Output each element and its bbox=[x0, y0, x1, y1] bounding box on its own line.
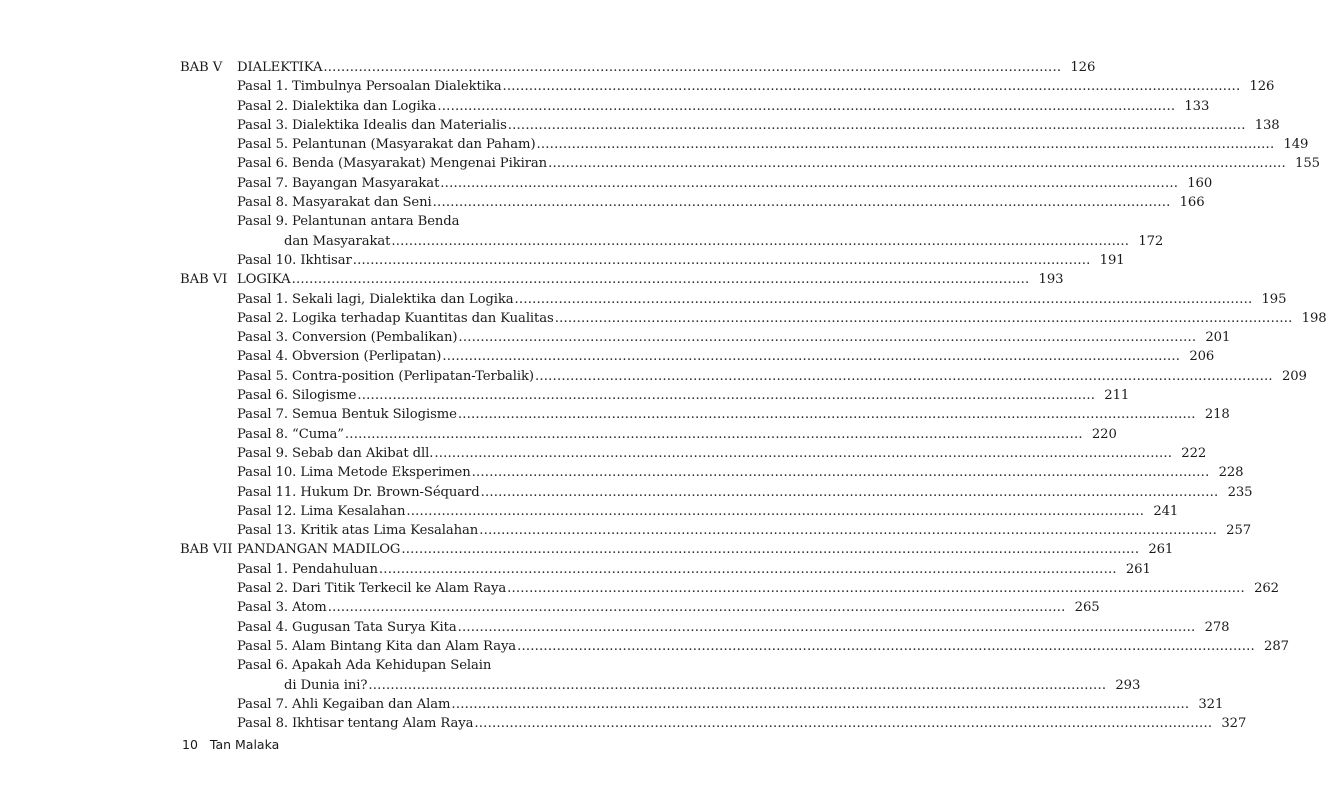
dot-leader bbox=[379, 560, 1117, 579]
section-title: Pasal 13. Kritik atas Lima Kesalahan bbox=[237, 523, 479, 539]
section-page-number: 206 bbox=[1189, 349, 1215, 365]
dot-leader bbox=[368, 676, 1106, 695]
section-page-number: 287 bbox=[1264, 638, 1289, 654]
section-title: Pasal 11. Hukum Dr. Brown-Séquard bbox=[237, 484, 480, 500]
chapter-label: BAB VI bbox=[180, 272, 228, 288]
dot-leader bbox=[433, 193, 1171, 212]
section-row bbox=[180, 637, 1289, 656]
section-page-number: 321 bbox=[1198, 696, 1224, 712]
chapter-label: BAB VII bbox=[180, 542, 233, 558]
dot-leader bbox=[555, 309, 1293, 328]
chapter-page-number: 126 bbox=[1070, 60, 1096, 75]
dot-leader bbox=[548, 154, 1286, 173]
section-title: Pasal 4. Gugusan Tata Surya Kita bbox=[237, 619, 457, 635]
section-row bbox=[180, 135, 1309, 154]
section-title: Pasal 6. Benda (Masyarakat) Mengenai Pikiran bbox=[237, 156, 548, 172]
section-row bbox=[180, 347, 1215, 366]
section-page-number: 195 bbox=[1261, 291, 1287, 307]
dot-leader bbox=[323, 58, 1061, 77]
section-title: Pasal 4. Obversion (Perlipatan) bbox=[237, 349, 442, 365]
section-title: Pasal 8. Masyarakat dan Seni bbox=[237, 195, 432, 211]
section-row bbox=[180, 483, 1253, 502]
dot-leader bbox=[458, 405, 1196, 424]
chapter-row bbox=[180, 58, 1096, 77]
section-row bbox=[180, 714, 1247, 733]
section-title-continued: di Dunia ini? bbox=[284, 677, 368, 693]
dot-leader bbox=[437, 97, 1175, 116]
section-title: Pasal 3. Dialektika Idealis dan Materialis bbox=[237, 117, 507, 133]
section-page-number: 201 bbox=[1205, 330, 1231, 346]
section-page-number: 218 bbox=[1204, 407, 1230, 423]
dot-leader bbox=[353, 251, 1091, 270]
chapter-label: BAB V bbox=[180, 60, 223, 75]
section-title: Pasal 5. Pelantunan (Masyarakat dan Paham) bbox=[237, 137, 536, 153]
section-page-number: 160 bbox=[1187, 175, 1213, 191]
section-page-number: 220 bbox=[1091, 426, 1117, 442]
dot-leader bbox=[345, 425, 1083, 444]
section-page-number: 265 bbox=[1074, 600, 1100, 616]
dot-leader bbox=[458, 328, 1196, 347]
section-title: Pasal 10. Lima Metode Eksperimen bbox=[237, 465, 471, 481]
section-page-number: 278 bbox=[1204, 619, 1230, 635]
section-title: Pasal 3. Atom bbox=[237, 600, 327, 616]
section-row bbox=[180, 521, 1252, 540]
dot-leader bbox=[507, 579, 1245, 598]
section-title: Pasal 2. Dialektika dan Logika bbox=[237, 98, 437, 114]
dot-leader bbox=[515, 290, 1253, 309]
section-page-number: 209 bbox=[1281, 368, 1307, 384]
section-title: Pasal 6. Apakah Ada Kehidupan Selain bbox=[237, 658, 492, 674]
dot-leader bbox=[451, 695, 1189, 714]
section-page-number: 241 bbox=[1153, 503, 1179, 519]
dot-leader bbox=[442, 347, 1180, 366]
section-page-number: 261 bbox=[1125, 561, 1151, 577]
section-row bbox=[180, 598, 1100, 617]
section-row bbox=[180, 290, 1287, 309]
section-row bbox=[180, 116, 1280, 135]
section-title: Pasal 7. Bayangan Masyarakat bbox=[237, 175, 440, 191]
dot-leader bbox=[440, 174, 1178, 193]
section-row bbox=[180, 386, 1130, 405]
page-footer bbox=[182, 737, 279, 752]
dot-leader bbox=[474, 714, 1212, 733]
dot-leader bbox=[508, 116, 1246, 135]
section-row bbox=[180, 502, 1179, 521]
dot-leader bbox=[434, 444, 1172, 463]
dot-leader bbox=[517, 637, 1255, 656]
section-title-continued: dan Masyarakat bbox=[284, 233, 391, 249]
section-title: Pasal 5. Contra-position (Perlipatan-Terbalik) bbox=[237, 368, 534, 384]
section-row bbox=[180, 425, 1117, 444]
section-title: Pasal 2. Dari Titik Terkecil ke Alam Raya bbox=[237, 581, 507, 597]
dot-leader bbox=[391, 232, 1129, 251]
section-row bbox=[180, 618, 1230, 637]
section-page-number: 155 bbox=[1295, 156, 1320, 172]
section-row bbox=[180, 579, 1279, 598]
section-page-number: 126 bbox=[1249, 79, 1275, 95]
dot-leader bbox=[357, 386, 1095, 405]
section-title: Pasal 7. Ahli Kegaiban dan Alam bbox=[237, 696, 451, 712]
section-row bbox=[180, 174, 1213, 193]
section-row bbox=[180, 154, 1320, 173]
section-title: Pasal 1. Pendahuluan bbox=[237, 561, 378, 577]
section-page-number: 149 bbox=[1283, 137, 1309, 153]
dot-leader bbox=[479, 521, 1217, 540]
dot-leader bbox=[328, 598, 1066, 617]
section-page-number: 257 bbox=[1226, 523, 1252, 539]
section-page-number: 191 bbox=[1099, 252, 1125, 268]
section-title: Pasal 1. Timbulnya Persoalan Dialektika bbox=[237, 79, 502, 95]
section-title: Pasal 8. “Cuma” bbox=[237, 426, 344, 442]
footer-author: Tan Malaka bbox=[209, 737, 280, 752]
section-row bbox=[180, 405, 1230, 424]
section-title: Pasal 9. Pelantunan antara Benda bbox=[237, 214, 460, 230]
dot-leader bbox=[481, 483, 1219, 502]
section-row bbox=[180, 463, 1244, 482]
section-page-number: 138 bbox=[1254, 117, 1280, 133]
section-page-number: 235 bbox=[1227, 484, 1253, 500]
section-row bbox=[180, 560, 1151, 579]
section-page-number: 228 bbox=[1218, 465, 1244, 481]
section-page-number: 222 bbox=[1181, 445, 1207, 461]
section-row bbox=[180, 656, 572, 675]
section-row bbox=[180, 193, 1205, 212]
chapter-title: LOGIKA bbox=[237, 272, 291, 288]
chapter-title: PANDANGAN MADILOG bbox=[237, 542, 401, 558]
section-page-number: 327 bbox=[1221, 716, 1247, 732]
section-row-continued bbox=[180, 676, 1141, 695]
section-title: Pasal 6. Silogisme bbox=[237, 388, 357, 404]
section-page-number: 293 bbox=[1115, 677, 1141, 693]
dot-leader bbox=[458, 618, 1196, 637]
section-row bbox=[180, 212, 572, 231]
section-row bbox=[180, 77, 1275, 96]
chapter-row bbox=[180, 270, 1064, 289]
section-page-number: 172 bbox=[1138, 233, 1164, 249]
section-row bbox=[180, 97, 1210, 116]
section-title: Pasal 5. Alam Bintang Kita dan Alam Raya bbox=[237, 638, 517, 654]
section-page-number: 133 bbox=[1184, 98, 1210, 114]
dot-leader bbox=[401, 540, 1139, 559]
dot-leader bbox=[472, 463, 1210, 482]
footer-page-number: 10 bbox=[182, 737, 198, 752]
chapter-page-number: 193 bbox=[1038, 272, 1064, 288]
section-title: Pasal 2. Logika terhadap Kuantitas dan Kualitas bbox=[237, 310, 554, 326]
dot-leader bbox=[535, 367, 1273, 386]
section-title: Pasal 10. Ikhtisar bbox=[237, 252, 352, 268]
section-title: Pasal 8. Ikhtisar tentang Alam Raya bbox=[237, 716, 474, 732]
chapter-page-number: 261 bbox=[1148, 542, 1174, 558]
section-title: Pasal 3. Conversion (Pembalikan) bbox=[237, 330, 458, 346]
section-row bbox=[180, 251, 1125, 270]
section-row-continued bbox=[180, 232, 1164, 251]
section-page-number: 262 bbox=[1254, 581, 1279, 597]
section-row bbox=[180, 309, 1327, 328]
section-title: Pasal 1. Sekali lagi, Dialektika dan Logika bbox=[237, 291, 514, 307]
section-row bbox=[180, 367, 1307, 386]
section-title: Pasal 9. Sebab dan Akibat dll. bbox=[237, 445, 434, 461]
dot-leader bbox=[292, 270, 1030, 289]
chapter-title: DIALEKTIKA bbox=[237, 60, 323, 75]
section-page-number: 198 bbox=[1301, 310, 1327, 326]
section-row bbox=[180, 695, 1224, 714]
section-row bbox=[180, 444, 1207, 463]
dot-leader bbox=[503, 77, 1241, 96]
dot-leader bbox=[406, 502, 1144, 521]
section-row bbox=[180, 328, 1231, 347]
section-title: Pasal 12. Lima Kesalahan bbox=[237, 503, 406, 519]
table-of-contents bbox=[180, 58, 1327, 733]
chapter-row bbox=[180, 540, 1174, 559]
section-title: Pasal 7. Semua Bentuk Silogisme bbox=[237, 407, 457, 423]
section-page-number: 211 bbox=[1104, 388, 1130, 404]
dot-leader bbox=[537, 135, 1275, 154]
section-page-number: 166 bbox=[1179, 195, 1205, 211]
